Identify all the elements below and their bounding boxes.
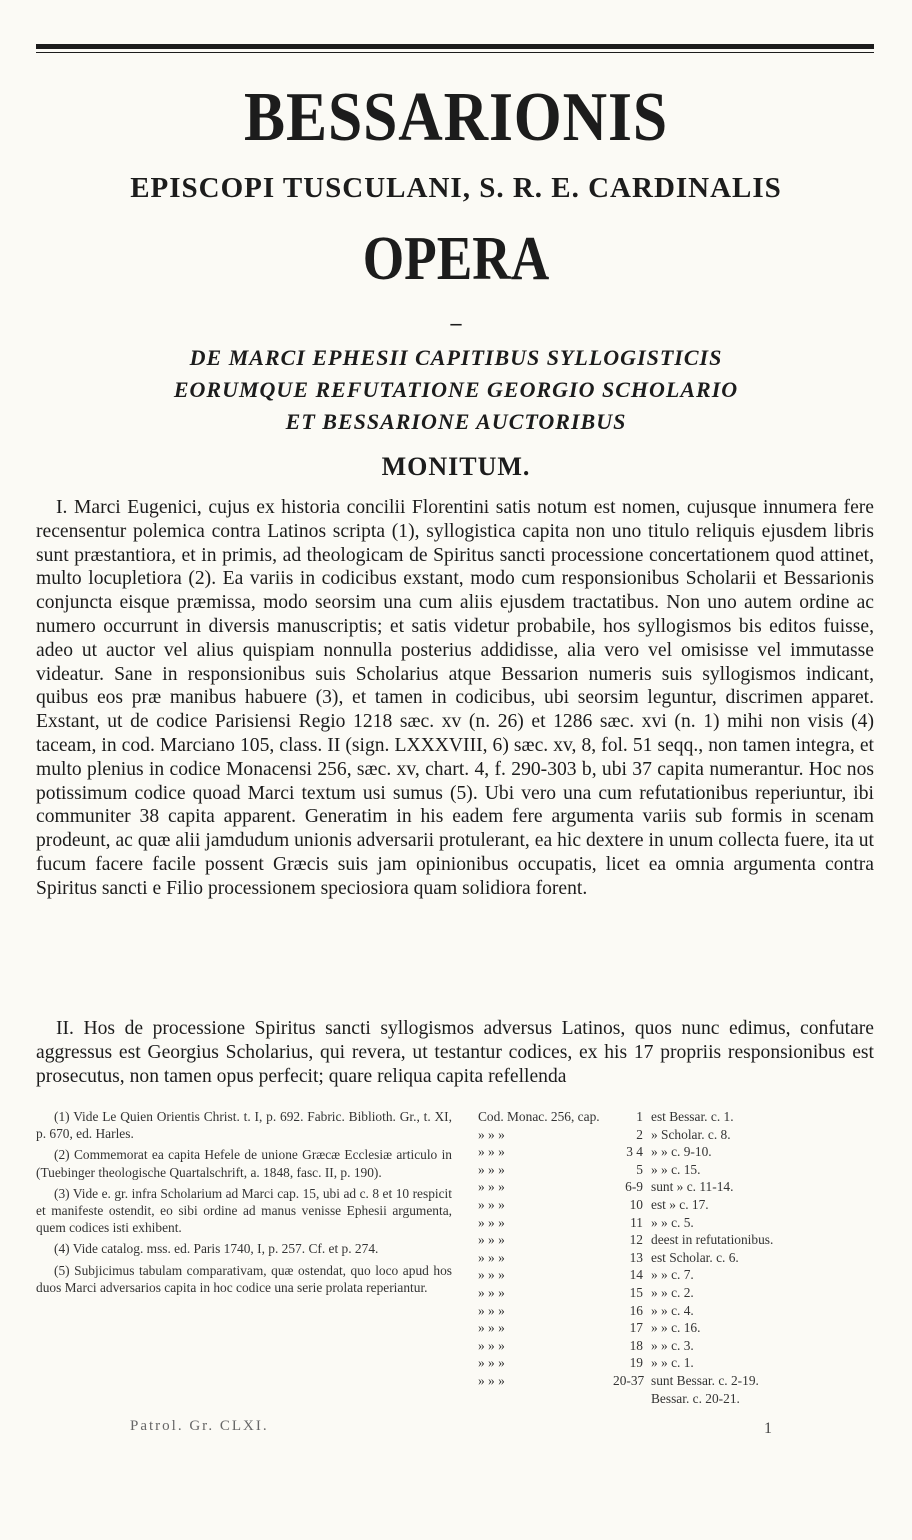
table-row: » » » 2 » Scholar. c. 8.: [478, 1126, 731, 1142]
table-row: » » » 5 » » c. 15.: [478, 1161, 701, 1177]
table-row: » » » 11 » » c. 5.: [478, 1214, 694, 1230]
footnote: (5) Subjicimus tabulam comparativam, quæ ostendat, quo loco apud hos duos Marci adversarios capita in hoc codice una serie prolata reperiantur.: [36, 1262, 452, 1295]
table-row: » » » 3 4 » » c. 9-10.: [478, 1144, 712, 1160]
opera-heading: OPERA: [362, 225, 550, 293]
footnote: (2) Commemorat ea capita Hefele de unione Græcæ Ecclesiæ articulo in (Tuebinger theologische Quartalschrift, a. 1848, fasc. II, p. 190).: [36, 1147, 452, 1180]
table-row: » » » 19 » » c. 1.: [478, 1355, 694, 1371]
table-row: Bessar. c. 20-21.: [651, 1390, 740, 1406]
section-title-line-3: ET BESSARIONE AUCTORIBUS: [285, 409, 627, 434]
table-row: » » » 17 » » c. 16.: [478, 1320, 701, 1336]
footnote: (4) Vide catalog. mss. ed. Paris 1740, I, p. 257. Cf. et p. 274.: [54, 1241, 379, 1257]
table-row: » » » 16 » » c. 4.: [478, 1302, 694, 1318]
footnotes: [36, 1108, 452, 1300]
concordance-table: [478, 1108, 878, 1407]
table-row: » » » 12 deest in refutationibus.: [478, 1232, 774, 1248]
monitum-heading: MONITUM.: [381, 452, 531, 481]
footnote: (3) Vide e. gr. infra Scholarium ad Marci cap. 15, ubi ad c. 8 et 10 respicit et manifeste ostendit, eo sibi ordine ad manus venisse Ephesii argumenta, quem codices isti exhibent.: [36, 1185, 452, 1236]
top-rule-thin: [36, 52, 874, 53]
table-row: » » » 6-9 sunt » c. 11-14.: [478, 1179, 734, 1195]
top-rule: [36, 44, 874, 49]
table-row: Cod. Monac. 256, cap. 1 est Bessar. c. 1.: [478, 1109, 734, 1124]
body-paragraph-2: II. Hos de processione Spiritus sancti syllogismos adversus Latinos, quos nunc edimus, confutare aggressus est Georgius Scholarius, qui revera, ut testantur codices, ex his 17 propriis responsionibus est prosecutus, non tamen opus perfecit; quare reliqua capita refellenda: [36, 1018, 874, 1087]
section-title-line-1: DE MARCI EPHESII CAPITIBUS SYLLOGISTICIS: [189, 345, 723, 370]
table-row: » » » 18 » » c. 3.: [478, 1337, 694, 1353]
page-title: BESSARIONIS: [244, 79, 668, 156]
section-title-line-2: EORUMQUE REFUTATIONE GEORGIO SCHOLARIO: [173, 377, 739, 402]
table-row: » » » 15 » » c. 2.: [478, 1284, 694, 1300]
page-subtitle: EPISCOPI TUSCULANI, S. R. E. CARDINALIS: [130, 172, 782, 204]
table-row: » » » 20-37 sunt Bessar. c. 2-19.: [478, 1372, 759, 1388]
footnote: (1) Vide Le Quien Orientis Christ. t. I, p. 692. Fabric. Biblioth. Gr., t. XI, p. 670, ed. Harles.: [36, 1109, 452, 1142]
separator-dash: –: [450, 310, 462, 335]
page-number: 1: [764, 1420, 772, 1437]
table-row: » » » 14 » » c. 7.: [478, 1267, 694, 1283]
footer-patrologia: Patrol. Gr. CLXI.: [130, 1418, 269, 1434]
table-row: » » » 10 est » c. 17.: [478, 1196, 709, 1212]
body-paragraph-1: I. Marci Eugenici, cujus ex historia concilii Florentini satis notum est nomen, cujusque innumera fere recensentur polemica contra Latinos scripta (1), syllogistica capita non uno titulo reliquis ejusdem libris sunt præstantiora, et in primis, ad theologicam de Spiritus sancti processione concertationem quod attinet, multo locupletiora (2). Ea variis in codicibus exstant, modo cum responsionibus Scholarii et Bessarionis conjuncta eisque præmissa, modo seorsim una cum aliis ejusdem tractatibus. Non uno autem ordine ac numero occurrunt in diversis manuscriptis; et satis videtur probabile, hos syllogismos bis editos fuisse, adeo ut auctor vel alius quispiam nonnulla posterius addidisse, alia vero vel omisisse vel immutasse videatur. Sane in responsionibus suis Scholarius atque Bessarion numeris suis syllogismos indicant, quibus eos præ manibus habuere (3), et tamen in codicibus, ubi seorsim leguntur, discrimen apparet. Exstant, ut de codice Parisiensi Regio 1218 sæc. xv (n. 26) et 1286 sæc. xvi (n. 1) mihi non visis (4) taceam, in cod. Marciano 105, class. II (sign. LXXXVIII, 6) sæc. xv, 8, fol. 51 seqq., non tamen integra, et multo plenius in codice Monacensi 256, sæc. xv, chart. 4, f. 290-303 b, ubi 37 capita numerantur. Hoc nos potissimum codice quoad Marci textum usi sumus (5). Ubi vero una cum refutationibus reperiuntur, ibi communiter 38 capita apparent. Generatim in his eadem fere argumenta variis sub formis in scenam prodeunt, ac quæ alii jamdudum unionis adversarii protulerant, ea hic dextere in unum collecta fuere, ita ut fucum facere facile possent Græcis suis jam opinionibus occupatis, licet ea omnia argumenta contra Spiritus sancti e Filio processionem speciosiora quam solidiora forent.: [36, 497, 874, 899]
table-row: » » » 13 est Scholar. c. 6.: [478, 1249, 739, 1265]
